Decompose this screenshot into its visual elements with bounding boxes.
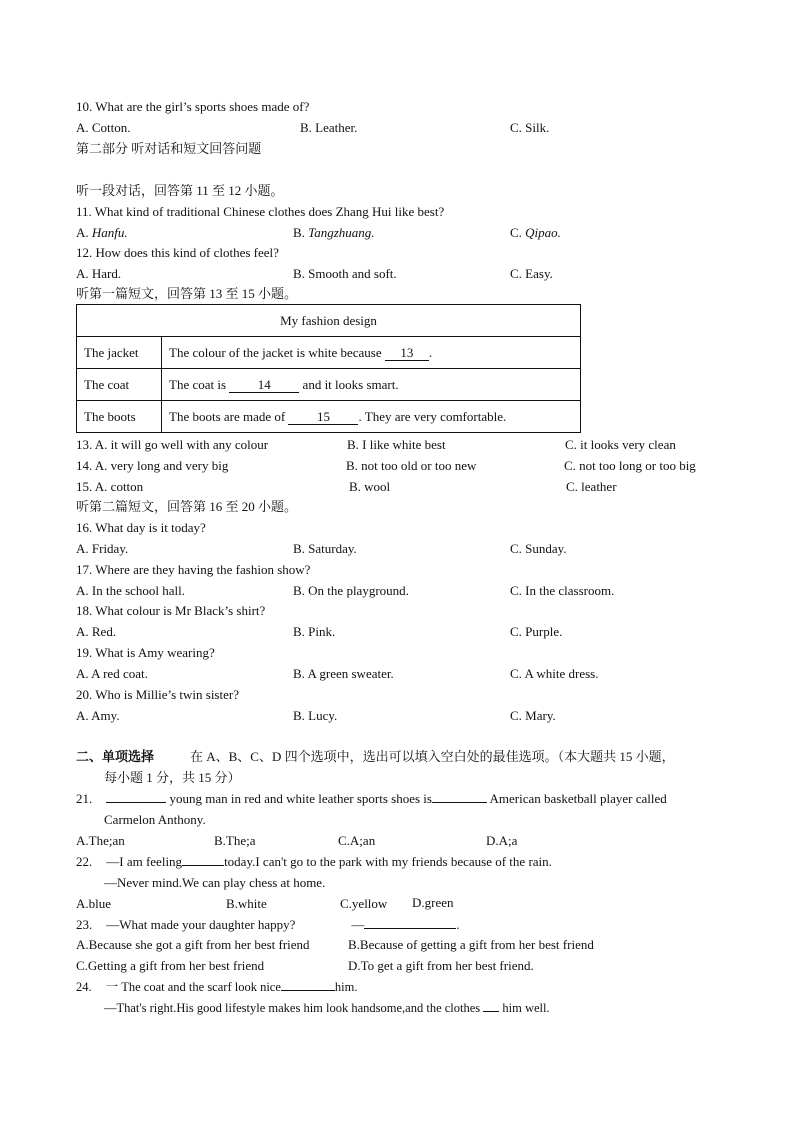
question-15-option-c: C. leather	[566, 479, 617, 494]
question-21-stem-cont: Carmelon Anthony.	[104, 812, 206, 827]
question-11-option-a: A. Hanfu.	[76, 225, 128, 240]
question-23-stem: 23. —What made your daughter happy? — .	[76, 917, 460, 932]
question-11-option-b: B. Tangzhuang.	[293, 225, 375, 240]
question-13-option-a: 13. A. it will go well with any colour	[76, 437, 269, 452]
question-14-option-b: B. not too old or too new	[346, 458, 477, 473]
table-description: The boots are made of 15 . They are very comfortable.	[162, 401, 581, 433]
question-17-option-c: C. In the classroom.	[510, 583, 615, 598]
question-21-option-c: C.A;an	[338, 833, 376, 848]
table-title: My fashion design	[77, 305, 581, 337]
question-14-option-a: 14. A. very long and very big	[76, 458, 229, 473]
table-header-row	[77, 305, 581, 337]
question-11-stem: 11. What kind of traditional Chinese clothes does Zhang Hui like best?	[76, 204, 445, 219]
question-18-option-a: A. Red.	[76, 624, 117, 639]
question-12-option-a: A. Hard.	[76, 266, 122, 281]
table-description: The coat is 14 and it looks smart.	[162, 369, 581, 401]
question-17-option-b: B. On the playground.	[293, 583, 409, 598]
question-16-option-a: A. Friday.	[76, 541, 129, 556]
dialogue-instruction: 听一段对话，回答第 11 至 12 小题。	[76, 183, 284, 198]
passage-2-instruction: 听第二篇短文，回答第 16 至 20 小题。	[76, 499, 298, 514]
question-16-option-b: B. Saturday.	[293, 541, 357, 556]
question-15-option-a: 15. A. cotton	[76, 479, 144, 494]
question-23-option-c: C.Getting a gift from her best friend	[76, 958, 265, 973]
question-23-option-a: A.Because she got a gift from her best friend	[76, 937, 310, 952]
part-2-title: 第二部分 听对话和短文回答问题	[76, 141, 262, 156]
question-12-stem: 12. How does this kind of clothes feel?	[76, 245, 279, 260]
question-10-option-b: B. Leather.	[300, 120, 358, 135]
question-20-option-a: A. Amy.	[76, 708, 120, 723]
question-24-stem-cont: —That's right.His good lifestyle makes him look handsome,and the clothes him well.	[104, 1001, 550, 1015]
question-17-stem: 17. Where are they having the fashion show?	[76, 562, 311, 577]
question-13-option-c: C. it looks very clean	[565, 437, 676, 452]
blank-13: 13	[385, 346, 429, 361]
question-22-stem: 22. —I am feeling today.I can't go to the park with my friends because of the rain.	[76, 854, 552, 869]
fashion-design-table	[76, 304, 581, 433]
table-item: The boots	[77, 401, 162, 433]
question-19-option-b: B. A green sweater.	[293, 666, 394, 681]
question-15-option-b: B. wool	[349, 479, 391, 494]
question-19-option-c: C. A white dress.	[510, 666, 599, 681]
blank-14: 14	[229, 378, 299, 393]
section-2-instruction: 在 A、B、C、D 四个选项中，选出可以填入空白处的最佳选项。（本大题共 15 小题，	[190, 749, 675, 764]
question-18-stem: 18. What colour is Mr Black’s shirt?	[76, 603, 266, 618]
question-20-stem: 20. Who is Millie’s twin sister?	[76, 687, 239, 702]
question-22-option-c: C.yellow	[340, 896, 388, 911]
table-row	[77, 337, 581, 369]
table-description: The colour of the jacket is white because 13 .	[162, 337, 581, 369]
question-18-option-b: B. Pink.	[293, 624, 336, 639]
section-2-instruction-cont: 每小题 1 分，共 15 分）	[104, 770, 241, 785]
question-20-option-c: C. Mary.	[510, 708, 556, 723]
question-14-option-c: C. not too long or too big	[564, 458, 696, 473]
question-10-option-a: A. Cotton.	[76, 120, 131, 135]
question-22-option-b: B.white	[226, 896, 267, 911]
question-22-option-a: A.blue	[76, 896, 112, 911]
blank-15: 15	[288, 410, 358, 425]
question-10-option-c: C. Silk.	[510, 120, 550, 135]
table-row	[77, 369, 581, 401]
section-2-title: 二、单项选择	[76, 749, 155, 764]
question-21-option-a: A.The;an	[76, 833, 125, 848]
table-row	[77, 401, 581, 433]
question-12-option-c: C. Easy.	[510, 266, 553, 281]
table-item: The jacket	[77, 337, 162, 369]
question-23-option-b: B.Because of getting a gift from her best friend	[348, 937, 594, 952]
passage-1-instruction: 听第一篇短文，回答第 13 至 15 小题。	[76, 286, 298, 301]
question-16-option-c: C. Sunday.	[510, 541, 567, 556]
question-21-option-d: D.A;a	[486, 833, 518, 848]
question-22-option-d: D.green	[412, 895, 454, 910]
question-20-option-b: B. Lucy.	[293, 708, 338, 723]
question-11-option-c: C. Qipao.	[510, 225, 561, 240]
question-19-option-a: A. A red coat.	[76, 666, 148, 681]
question-23-option-d: D.To get a gift from her best friend.	[348, 958, 534, 973]
question-17-option-a: A. In the school hall.	[76, 583, 186, 598]
question-21-option-b: B.The;a	[214, 833, 256, 848]
question-16-stem: 16. What day is it today?	[76, 520, 206, 535]
question-13-option-b: B. I like white best	[347, 437, 446, 452]
question-21-stem: 21. young man in red and white leather sports shoes is American basketball player called	[76, 791, 667, 806]
question-19-stem: 19. What is Amy wearing?	[76, 645, 215, 660]
question-12-option-b: B. Smooth and soft.	[293, 266, 397, 281]
question-10-stem: 10. What are the girl’s sports shoes made of?	[76, 99, 310, 114]
table-item: The coat	[77, 369, 162, 401]
question-24-stem: 24. 一 The coat and the scarf look nice him.	[76, 980, 358, 994]
question-22-stem-cont: —Never mind.We can play chess at home.	[104, 875, 326, 890]
question-18-option-c: C. Purple.	[510, 624, 563, 639]
